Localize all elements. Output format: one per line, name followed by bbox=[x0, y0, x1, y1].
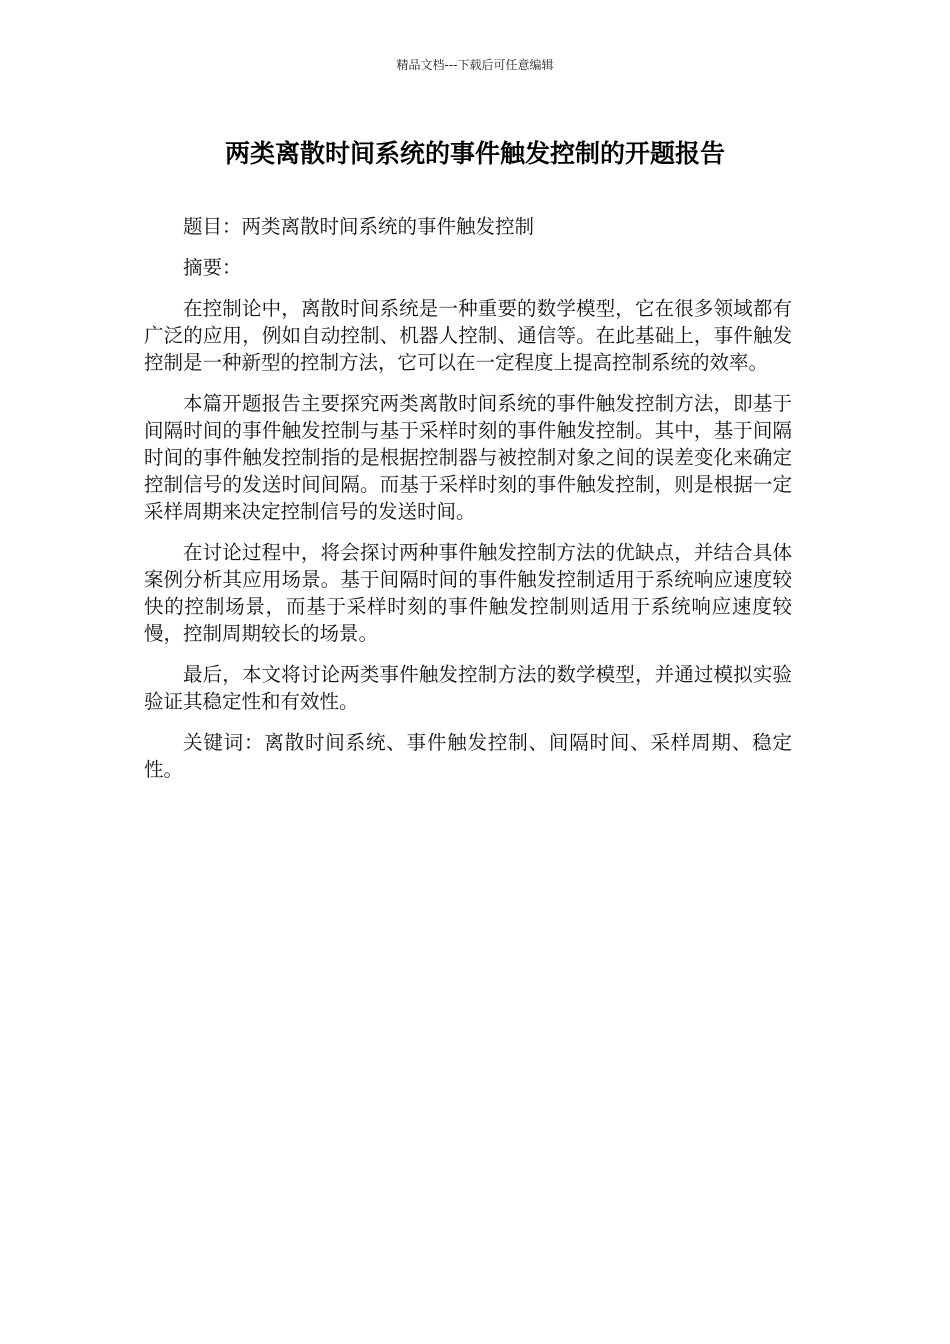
keywords-line: 关键词：离散时间系统、事件触发控制、间隔时间、采样周期、稳定性。 bbox=[144, 731, 792, 781]
abstract-label: 摘要： bbox=[183, 256, 242, 279]
subject-line: 题目：两类离散时间系统的事件触发控制 bbox=[183, 215, 535, 238]
body-paragraph-4: 最后，本文将讨论两类事件触发控制方法的数学模型，并通过模拟实验验证其稳定性和有效性。 bbox=[144, 663, 792, 713]
body-paragraph-3: 在讨论过程中，将会探讨两种事件触发控制方法的优缺点，并结合具体案例分析其应用场景。基于间隔时间的事件触发控制适用于系统响应速度较快的控制场景，而基于采样时刻的事件触发控制则适用于系统响应速度较慢，控制周期较长的场景。 bbox=[144, 541, 792, 645]
header-note: 精品文档---下载后可任意编辑 bbox=[396, 58, 554, 72]
body-paragraph-1: 在控制论中，离散时间系统是一种重要的数学模型，它在很多领域都有广泛的应用，例如自动控制、机器人控制、通信等。在此基础上，事件触发控制是一种新型的控制方法，它可以在一定程度上提高控制系统的效率。 bbox=[144, 297, 792, 374]
document-title: 两类离散时间系统的事件触发控制的开题报告 bbox=[224, 139, 725, 168]
document-body bbox=[144, 213, 792, 797]
body-paragraph-2: 本篇开题报告主要探究两类离散时间系统的事件触发控制方法，即基于间隔时间的事件触发控制与基于采样时刻的事件触发控制。其中，基于间隔时间的事件触发控制指的是根据控制器与被控制对象之间的误差变化来确定控制信号的发送时间间隔。而基于采样时刻的事件触发控制，则是根据一定采样周期来决定控制信号的发送时间。 bbox=[144, 392, 792, 523]
